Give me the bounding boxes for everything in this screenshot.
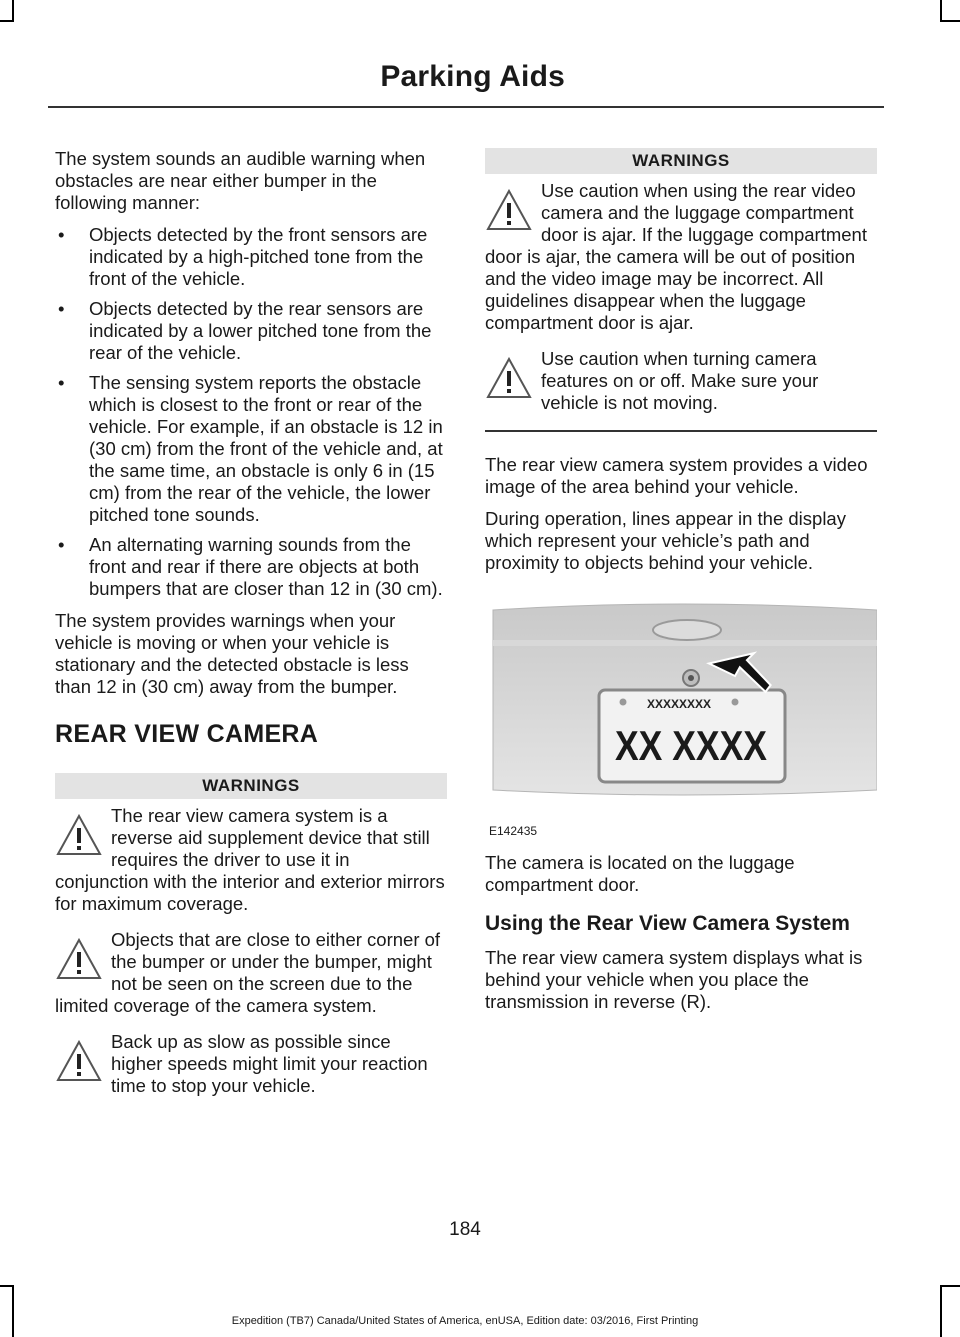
handle-recess	[653, 620, 721, 640]
footer-text: Expedition (TB7) Canada/United States of America, enUSA, Edition date: 03/2016, First Printing	[231, 1315, 699, 1327]
warning-triangle-icon	[55, 1039, 103, 1083]
usage-paragraph: The rear view camera system displays what is behind your vehicle when you place the transmission in reverse (R).	[485, 947, 863, 1012]
crop-mark	[12, 0, 14, 20]
crop-mark	[0, 20, 14, 22]
warning-item: Objects that are close to either corner of the bumper or under the bumper, might not be seen on the screen due to the limited coverage of the camera system.	[55, 929, 441, 1016]
warnings-heading: WARNINGS	[485, 148, 877, 174]
figure-code: E142435	[489, 824, 538, 838]
crop-mark	[940, 20, 960, 22]
crop-mark	[0, 1285, 14, 1287]
plate-top-text: XXXXXXXX	[646, 697, 712, 711]
list-item: • An alternating warning sounds from the front and rear if there are objects at both bumpers that are closer than 12 in (30 cm).	[58, 534, 443, 599]
page-title: Parking Aids	[380, 60, 565, 93]
guidelines-paragraph: During operation, lines appear in the display which represent your vehicle’s path and proximity to objects behind your vehicle.	[485, 508, 846, 573]
header-divider	[48, 106, 884, 108]
warning-conditions-paragraph: The system provides warnings when your vehicle is moving or when your vehicle is stationary and the detected obstacle is less than 12 in (30 cm) away from the bumper.	[55, 610, 409, 697]
section-heading: REAR VIEW CAMERA	[55, 720, 319, 748]
page-number: 184	[449, 1219, 481, 1240]
warning-triangle-icon	[55, 937, 103, 981]
warnings-heading: WARNINGS	[55, 773, 447, 799]
plate-main-text: XX XXXX	[615, 722, 767, 769]
crop-mark	[940, 0, 942, 20]
warning-triangle-icon	[55, 813, 103, 857]
list-item: • The sensing system reports the obstacle which is closest to the front or rear of the vehicle. For example, if an obstacle is 12 in (30 cm) from the front of the vehicle and, at the same time, an obstacle is only 6 in (15 cm) from the rear of the vehicle, the lower pitched tone sounds.	[58, 372, 443, 525]
warning-item: The rear view camera system is a reverse aid supplement device that still requires the driver to use it in conjunction with the interior and exterior mirrors for maximum coverage.	[55, 805, 445, 914]
crop-mark	[12, 1285, 14, 1337]
camera-intro-paragraph: The rear view camera system provides a video image of the area behind your vehicle.	[485, 454, 868, 497]
intro-paragraph: The system sounds an audible warning when obstacles are near either bumper in the following manner:	[55, 148, 426, 213]
luggage-door-drawing	[485, 600, 877, 820]
warning-item: Back up as slow as possible since higher speeds might limit your reaction time to stop your vehicle.	[55, 1031, 447, 1097]
bullet-list	[55, 224, 447, 600]
right-column	[485, 148, 877, 1023]
warning-item: Use caution when using the rear video camera and the luggage compartment door is ajar. If the luggage compartment door is ajar, the camera will be out of position and the video image may be incorrect. All guidelines disappear when the luggage compartment door is ajar.	[485, 180, 867, 333]
warning-item: Use caution when turning camera features on or off. Make sure your vehicle is not moving.	[485, 348, 877, 414]
figure-caption: The camera is located on the luggage compartment door.	[485, 852, 795, 895]
crop-mark	[940, 1285, 942, 1337]
camera-location-illustration	[485, 600, 877, 820]
left-column	[55, 148, 447, 1111]
warning-triangle-icon	[485, 356, 533, 400]
subsection-heading: Using the Rear View Camera System	[485, 912, 850, 935]
warnings-end-divider	[485, 430, 877, 432]
crop-mark	[940, 1285, 960, 1287]
warning-triangle-icon	[485, 188, 533, 232]
list-item: • Objects detected by the front sensors are indicated by a high-pitched tone from the front of the vehicle.	[58, 224, 428, 289]
list-item: • Objects detected by the rear sensors are indicated by a lower pitched tone from the rear of the vehicle.	[58, 298, 432, 363]
